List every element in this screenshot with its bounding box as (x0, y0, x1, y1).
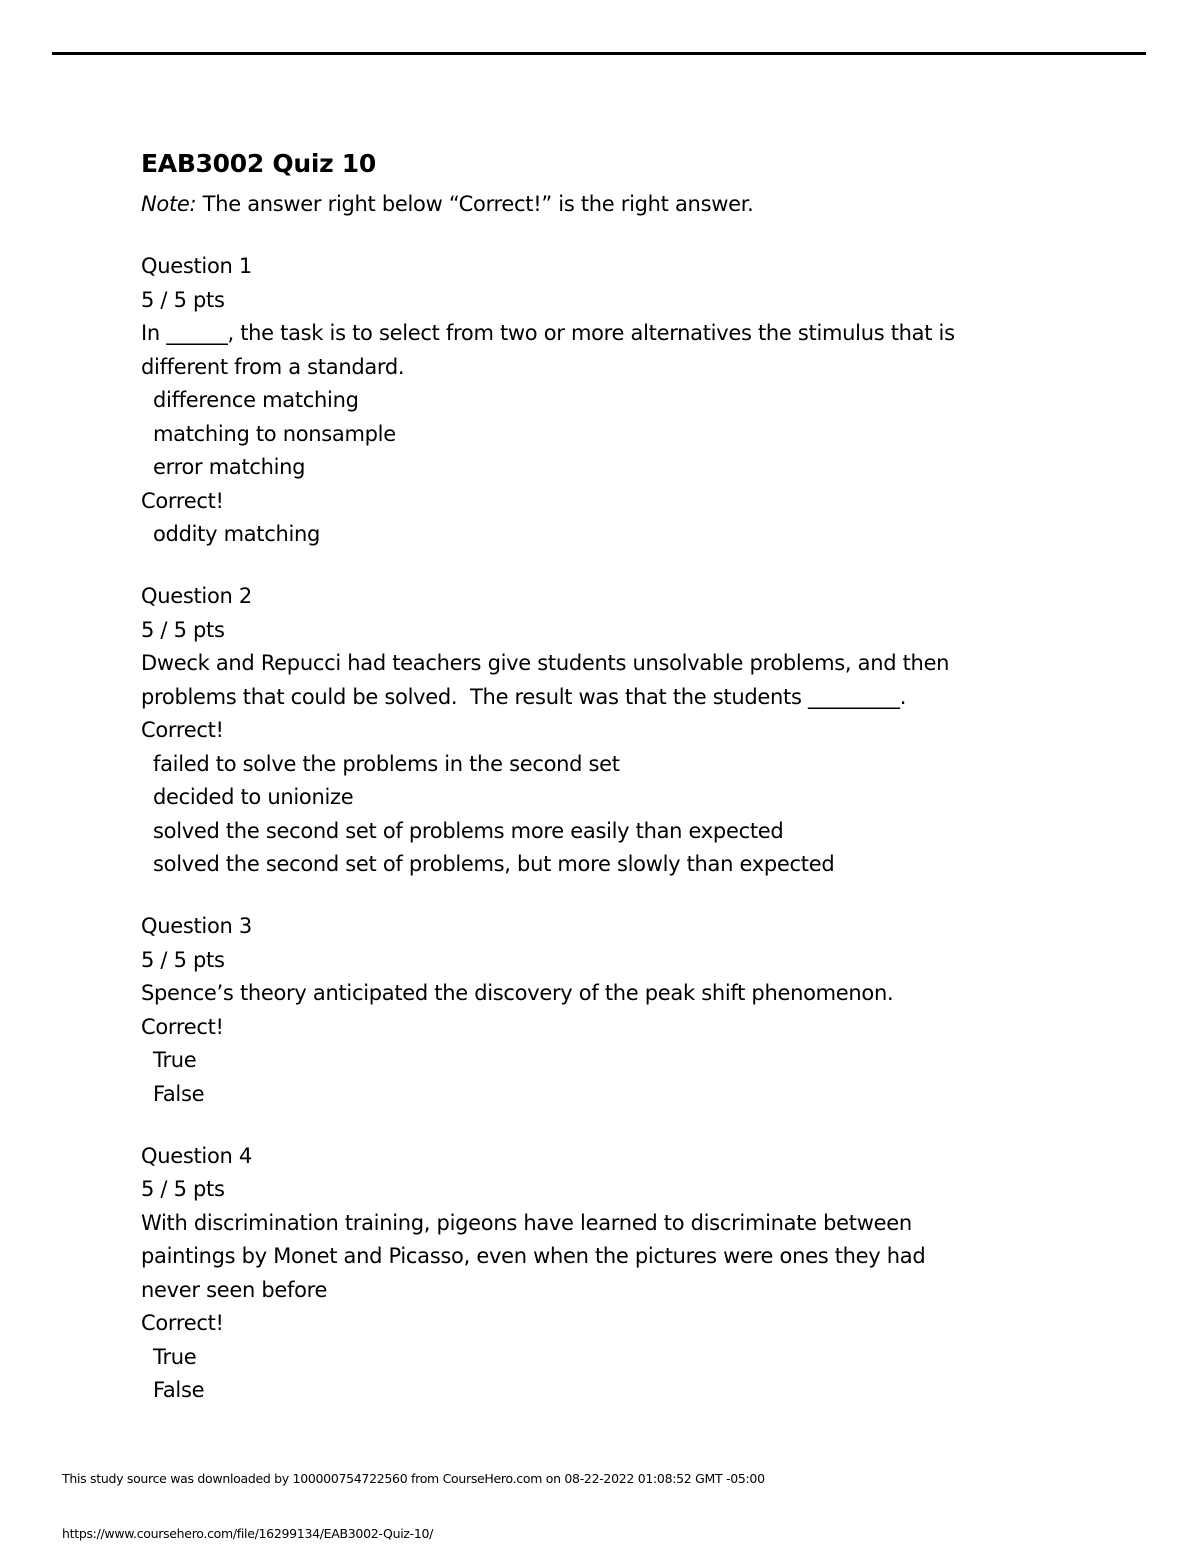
question-prompt: paintings by Monet and Picasso, even when the pictures were ones they had (141, 1244, 926, 1268)
question-block (141, 1140, 1121, 1408)
question-list (141, 250, 1121, 1408)
document-title: EAB3002 Quiz 10 (141, 149, 376, 178)
source-url: https://www.coursehero.com/file/16299134/EAB3002-Quiz-10/ (62, 1526, 434, 1541)
question-label: Question 4 (141, 1143, 252, 1168)
question-points: 5 / 5 pts (141, 947, 225, 972)
question-points: 5 / 5 pts (141, 287, 225, 312)
answer-option: failed to solve the problems in the second set (153, 751, 620, 776)
top-divider (52, 52, 1146, 55)
quiz-document (141, 140, 1121, 1408)
answer-option: True (153, 1344, 197, 1369)
question-prompt: Spence’s theory anticipated the discovery of the peak shift phenomenon. (141, 981, 894, 1005)
answer-option: False (153, 1081, 205, 1106)
note-text: The answer right below “Correct!” is the right answer. (196, 192, 754, 216)
question-label: Question 3 (141, 914, 252, 938)
correct-marker: Correct! (141, 488, 224, 513)
answer-option: oddity matching (153, 522, 321, 546)
correct-marker: Correct! (141, 1311, 224, 1335)
answer-option: decided to unionize (153, 785, 354, 809)
question-prompt: With discrimination training, pigeons have learned to discriminate between (141, 1210, 912, 1235)
note-line (141, 188, 1121, 222)
question-points: 5 / 5 pts (141, 617, 225, 642)
question-label: Question 1 (141, 254, 252, 278)
answer-option: difference matching (153, 388, 359, 412)
question-prompt: different from a standard. (141, 354, 405, 379)
correct-marker: Correct! (141, 718, 224, 742)
question-prompt: Dweck and Repucci had teachers give students unsolvable problems, and then (141, 651, 950, 675)
question-prompt: never seen before (141, 1277, 328, 1302)
note-label: Note: (141, 192, 197, 216)
answer-option: matching to nonsample (153, 421, 396, 446)
answer-option: False (153, 1378, 205, 1402)
question-prompt: problems that could be solved. The result was that the students _________. (141, 684, 907, 709)
answer-option: solved the second set of problems more easily than expected (153, 818, 784, 843)
correct-marker: Correct! (141, 1014, 224, 1039)
question-block (141, 250, 1121, 552)
answer-option: error matching (153, 455, 306, 479)
download-source-notice: This study source was downloaded by 100000754722560 from CourseHero.com on 08-22-2022 01:08:52 GMT -05:00 (62, 1471, 765, 1486)
answer-option: solved the second set of problems, but more slowly than expected (153, 852, 835, 876)
answer-option: True (153, 1048, 197, 1072)
question-label: Question 2 (141, 584, 252, 608)
question-prompt: In ______, the task is to select from two or more alternatives the stimulus that is (141, 321, 955, 345)
question-points: 5 / 5 pts (141, 1177, 225, 1201)
question-block (141, 580, 1121, 882)
question-block (141, 910, 1121, 1111)
